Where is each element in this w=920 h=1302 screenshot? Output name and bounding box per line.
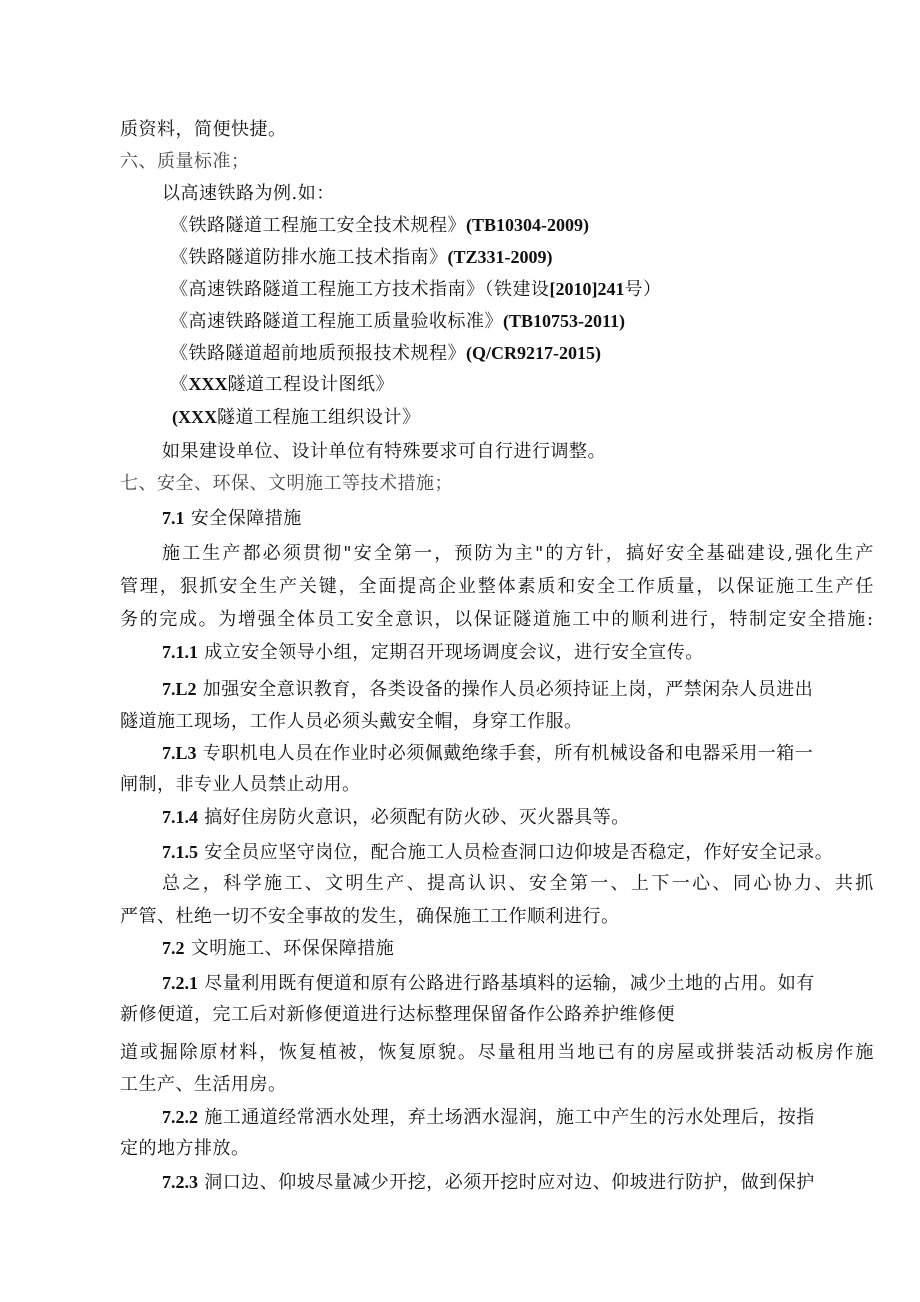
clause-line: 7.L3 专职机电人员在作业时必须佩戴绝缘手套，所有机械设备和电器采用一箱一 (162, 743, 814, 764)
paragraph-line: 施 工 生 产 都 必 须 贯 彻 " 安 全 第 一 ， 预 防 为 主 " 的 方 针 ， 搞 好 安 全 基 础 建 设 , 强 化 生 产 (162, 543, 874, 564)
standard-item: 《XXX隧道工程设计图纸》 (170, 374, 394, 395)
paragraph-line: 道 或 掘 除 原 材 料 ， 恢 复 植 被 ， 恢 复 原 貌 。 尽 量 租 用 当 地 已 有 的 房 屋 或 拼 装 活 动 板 房 作 施 (120, 1042, 874, 1063)
standard-item: 《高速铁路隧道工程施工方技术指南》（铁建设[2010]241号） (170, 279, 662, 300)
subsection-heading: 7.1 安全保障措施 (162, 508, 302, 529)
standard-item: 《铁路隧道超前地质预报技术规程》(Q/CR9217-2015) (170, 343, 601, 364)
text-line: 质资料，简便快捷。 (120, 119, 287, 140)
clause-line: 7.1.4 搞好住房防火意识，必须配有防火砂、灭火器具等。 (162, 807, 630, 828)
clause-line: 7.2.2 施工通道经常洒水处理，弃土场洒水湿润，施工中产生的污水处理后，按指 (162, 1107, 815, 1128)
standard-item: 《铁路隧道防排水施工技术指南》(TZ331-2009) (170, 247, 553, 268)
section-heading-7: 七、安全、环保、文明施工等技术措施； (120, 473, 453, 494)
paragraph-line: 隧道施工现场，工作人员必须头戴安全帽，身穿工作服。 (120, 711, 583, 732)
clause-line: 7.2.3 洞口边、仰坡尽量减少开挖，必须开挖时应对边、仰坡进行防护，做到保护 (162, 1172, 815, 1193)
clause-line: 7.1.1 成立安全领导小组，定期召开现场调度会议，进行安全宣传。 (162, 642, 704, 663)
paragraph-line: 闸制，非专业人员禁止动用。 (120, 774, 361, 795)
clause-line: 7.1.5 安全员应坚守岗位，配合施工人员检查洞口边仰坡是否稳定，作好安全记录。 (162, 842, 834, 863)
paragraph-line: 务 的 完 成 。 为 增 强 全 体 员 工 安 全 意 识 ， 以 保 证 隧 道 施 工 中 的 顺 利 进 行 ， 特 制 定 安 全 措 施 : (120, 609, 874, 630)
paragraph-line: 总 之 ， 科 学 施 工 、 文 明 生 产 、 提 高 认 识 、 安 全 第 一 、 上 下 一 心 、 同 心 协 力 、 共 抓 (162, 873, 874, 894)
standard-item: 《铁路隧道工程施工安全技术规程》(TB10304-2009) (170, 215, 589, 236)
subsection-heading: 7.2 文明施工、环保保障措施 (162, 938, 395, 959)
standard-item: 《高速铁路隧道工程施工质量验收标准》(TB10753-2011) (170, 311, 626, 332)
standard-item: (XXX隧道工程施工组织设计》 (172, 407, 421, 428)
clause-line: 7.L2 加强安全意识教育，各类设备的操作人员必须持证上岗，严禁闲杂人员进出 (162, 679, 814, 700)
text-line: 以高速铁路为例.如： (162, 183, 335, 204)
clause-line: 7.2.1 尽量利用既有便道和原有公路进行路基填料的运输，减少土地的占用。如有 (162, 973, 815, 994)
paragraph-line: 工生产、生活用房。 (120, 1074, 287, 1095)
paragraph-line: 严管、杜绝一切不安全事故的发生，确保施工工作顺利进行。 (120, 906, 620, 927)
text-line: 如果建设单位、设计单位有特殊要求可自行进行调整。 (162, 441, 606, 462)
paragraph-line: 定的地方排放。 (120, 1138, 250, 1159)
section-heading-6: 六、质量标准； (120, 151, 250, 172)
paragraph-line: 新修便道，完工后对新修便道进行达标整理保留备作公路养护维修便 (120, 1004, 675, 1025)
paragraph-line: 管 理 ， 狠 抓 安 全 生 产 关 键 ， 全 面 提 高 企 业 整 体 素 质 和 安 全 工 作 质 量 ， 以 保 证 施 工 生 产 任 (120, 576, 874, 597)
